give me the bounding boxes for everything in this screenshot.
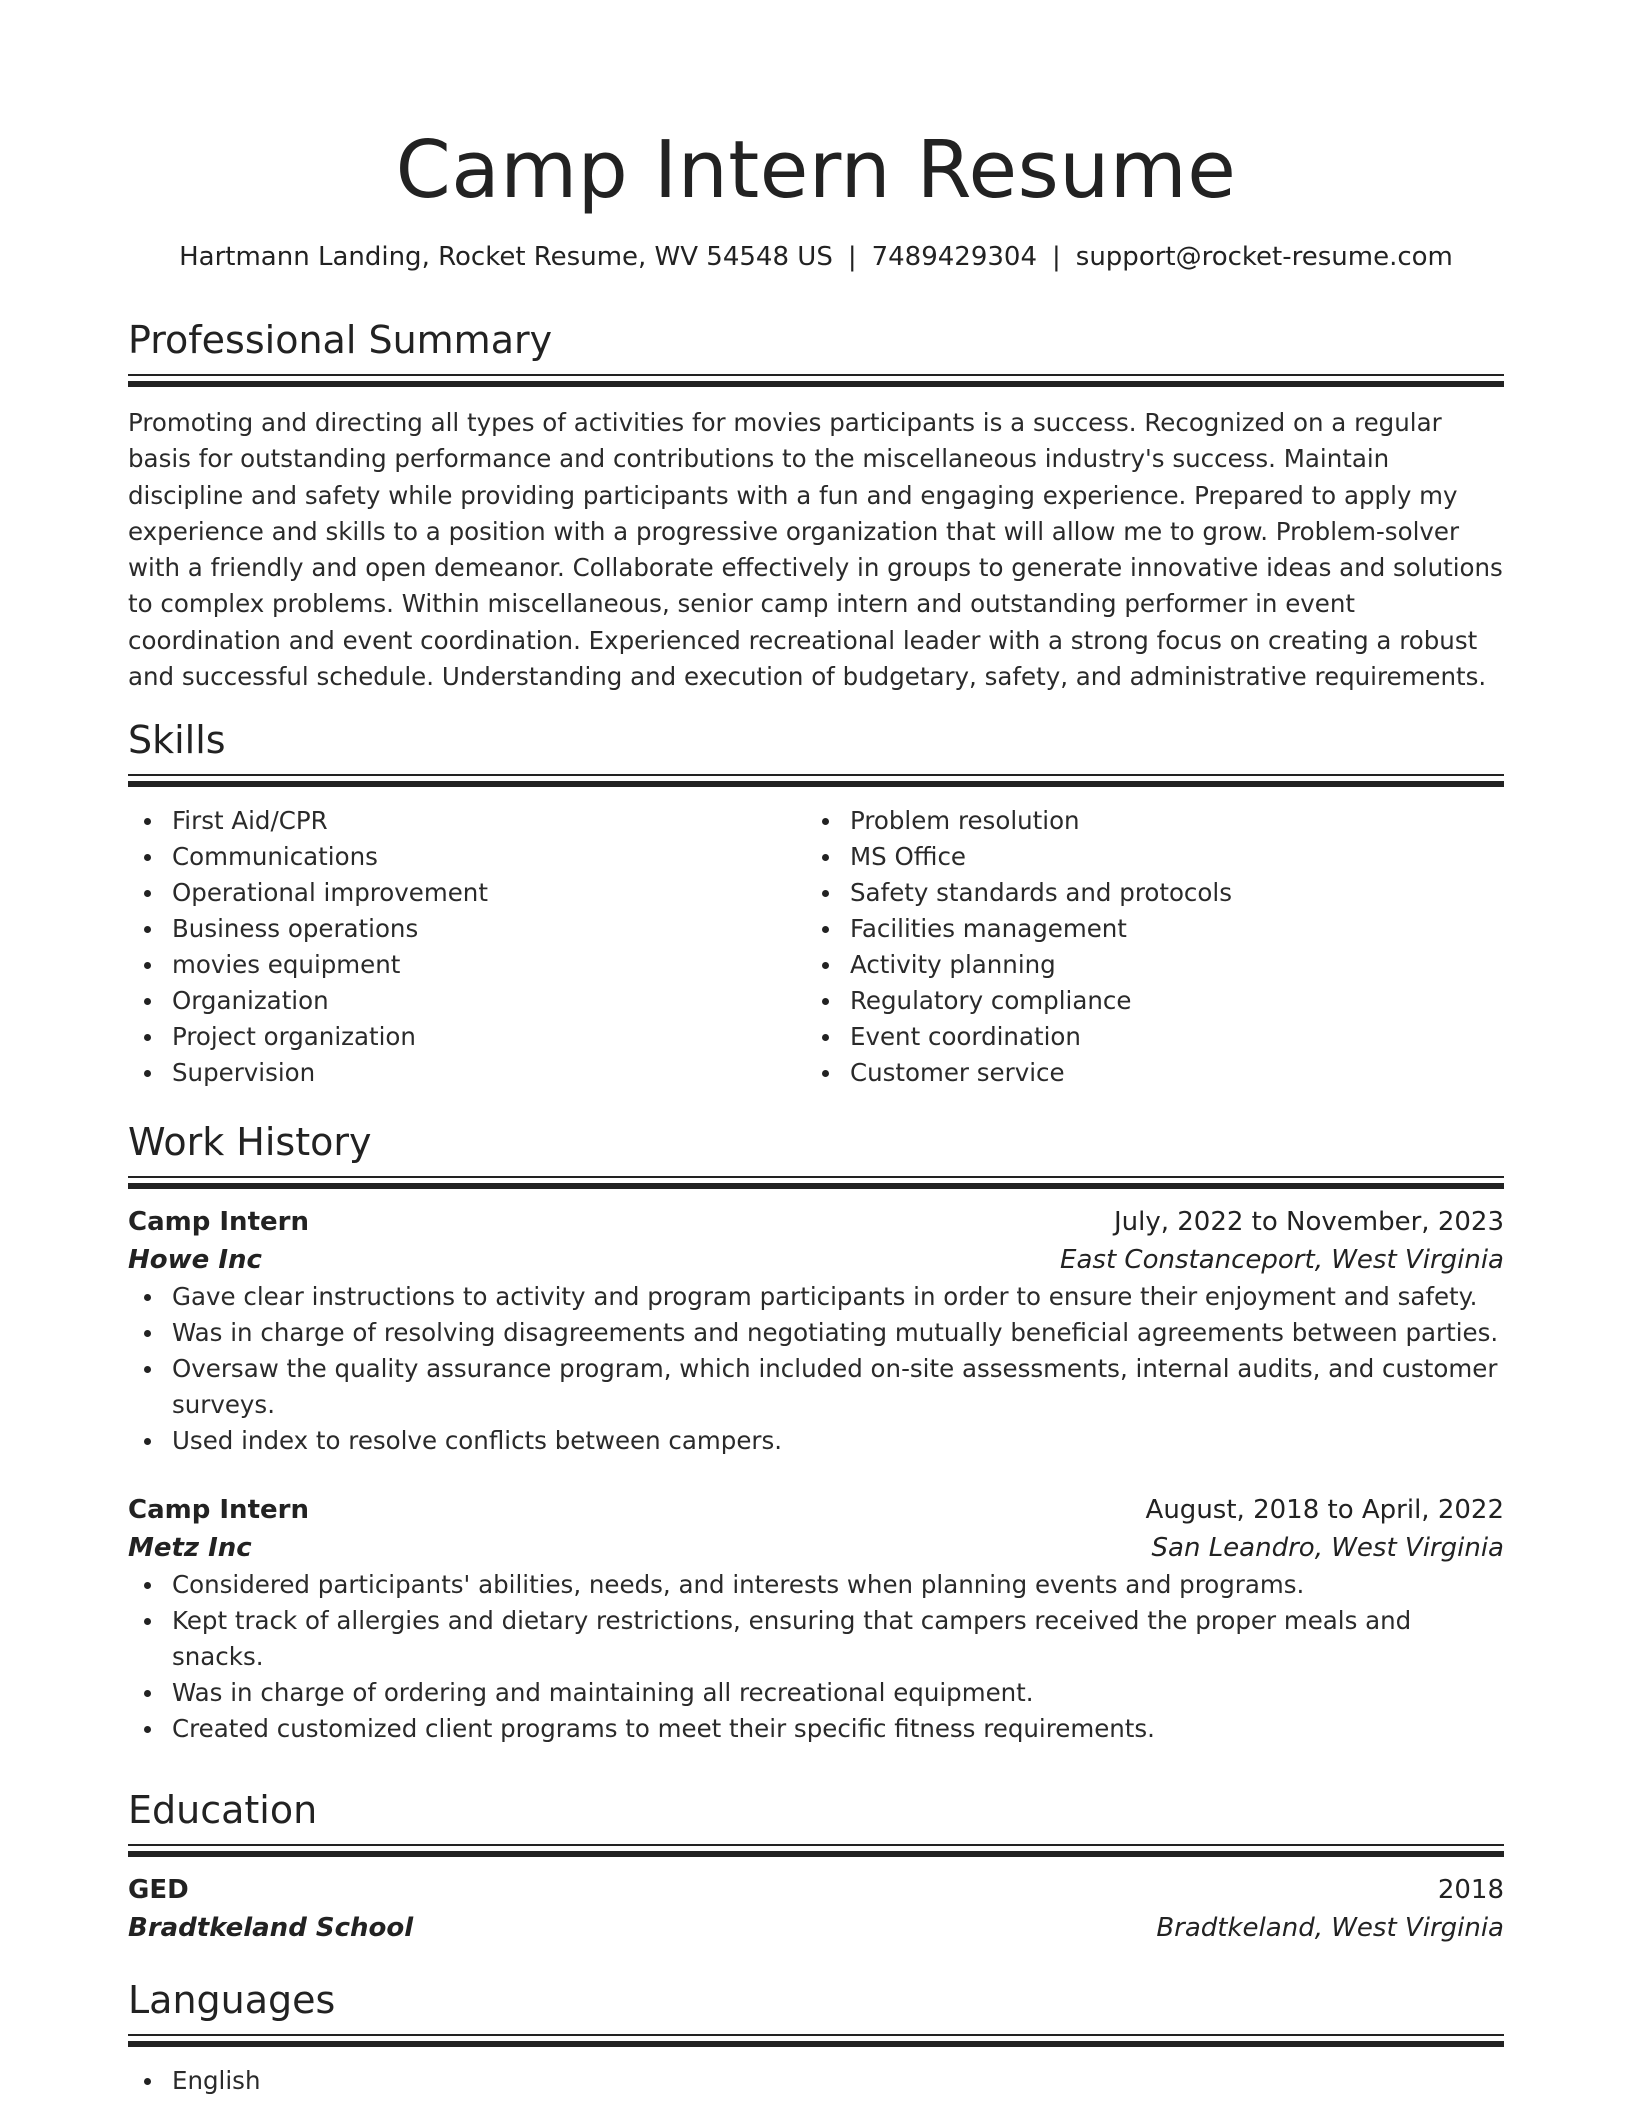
- education-entry: [128, 1871, 1504, 1947]
- language-item: English: [172, 2063, 1504, 2099]
- job-subheader: [128, 1241, 1504, 1279]
- section-title-skills: Skills: [128, 718, 226, 762]
- section-education: [128, 1786, 1504, 1947]
- email: support@rocket-resume.com: [1075, 242, 1453, 272]
- skill-item: Business operations: [172, 911, 806, 947]
- job-header: [128, 1491, 1504, 1529]
- section-divider: [128, 1844, 1504, 1857]
- job-duty: Was in charge of resolving disagreements and negotiating mutually beneficial agreements between parties.: [172, 1315, 1504, 1351]
- company-name: Metz Inc: [128, 1533, 252, 1563]
- school-name: Bradtkeland School: [128, 1913, 414, 1943]
- skills-list-left: [128, 803, 806, 1091]
- job-duties: [128, 1279, 1504, 1459]
- skill-item: First Aid/CPR: [172, 803, 806, 839]
- address: Hartmann Landing, Rocket Resume, WV 54548 US: [179, 242, 833, 272]
- graduation-year: 2018: [1437, 1875, 1504, 1905]
- job-duty: Considered participants' abilities, needs, and interests when planning events and programs.: [172, 1567, 1504, 1603]
- skill-item: Operational improvement: [172, 875, 806, 911]
- section-summary: [128, 316, 1504, 695]
- resume-title: Camp Intern Resume: [395, 124, 1237, 216]
- phone: 7489429304: [871, 242, 1038, 272]
- contact-separator: |: [847, 242, 857, 272]
- job-duties: [128, 1567, 1504, 1747]
- skill-item: Event coordination: [850, 1019, 1484, 1055]
- education-subheader: [128, 1909, 1504, 1947]
- section-title-education: Education: [128, 1788, 318, 1832]
- job-title: Camp Intern: [128, 1495, 309, 1525]
- skills-column-right: [806, 803, 1484, 1091]
- section-title-work-history: Work History: [128, 1120, 372, 1164]
- job-dates: August, 2018 to April, 2022: [1145, 1495, 1504, 1525]
- section-title-summary: Professional Summary: [128, 318, 553, 362]
- skill-item: MS Office: [850, 839, 1484, 875]
- section-divider: [128, 774, 1504, 787]
- job-duty: Used index to resolve conflicts between campers.: [172, 1423, 1504, 1459]
- job-entry: [128, 1491, 1504, 1747]
- degree: GED: [128, 1875, 189, 1905]
- job-title: Camp Intern: [128, 1207, 309, 1237]
- skill-item: Regulatory compliance: [850, 983, 1484, 1019]
- summary-text: Promoting and directing all types of activities for movies participants is a success. Recognized on a regular basis for outstanding performance and contributions to the miscellaneous industry's success. Maintain discipline and safety while providing participants with a fun and engaging experience. Prepared to apply my experience and skills to a position with a progressive organization that will allow me to grow. Problem-solver with a friendly and open demeanor. Collaborate effectively in groups to generate innovative ideas and solutions to complex problems. Within miscellaneous, senior camp intern and outstanding performer in event coordination and event coordination. Experienced recreational leader with a strong focus on creating a robust and successful schedule. Understanding and execution of budgetary, safety, and administrative requirements.: [128, 408, 1503, 692]
- job-location: East Constanceport, West Virginia: [1060, 1245, 1504, 1275]
- skill-item: Problem resolution: [850, 803, 1484, 839]
- job-duty: Gave clear instructions to activity and program participants in order to ensure their enjoyment and safety.: [172, 1279, 1504, 1315]
- job-duty: Was in charge of ordering and maintaining all recreational equipment.: [172, 1675, 1504, 1711]
- languages-list: [128, 2063, 1504, 2099]
- contact-separator: |: [1052, 242, 1061, 272]
- skill-item: Project organization: [172, 1019, 806, 1055]
- section-divider: [128, 374, 1504, 387]
- job-duty: Oversaw the quality assurance program, which included on-site assessments, internal audits, and customer surveys.: [172, 1351, 1504, 1423]
- skills-grid: [128, 803, 1504, 1091]
- section-languages: [128, 1976, 1504, 2099]
- job-duty: Kept track of allergies and dietary restrictions, ensuring that campers received the proper meals and snacks.: [172, 1603, 1504, 1675]
- section-title-languages: Languages: [128, 1978, 336, 2022]
- section-divider: [128, 2034, 1504, 2047]
- skills-list-right: [806, 803, 1484, 1091]
- company-name: Howe Inc: [128, 1245, 262, 1275]
- section-divider: [128, 1176, 1504, 1189]
- job-header: [128, 1203, 1504, 1241]
- skill-item: Organization: [172, 983, 806, 1019]
- job-dates: July, 2022 to November, 2023: [1113, 1207, 1504, 1237]
- skill-item: Activity planning: [850, 947, 1484, 983]
- education-header: [128, 1871, 1504, 1909]
- contact-line: [128, 238, 1504, 276]
- skill-item: Safety standards and protocols: [850, 875, 1484, 911]
- skill-item: Customer service: [850, 1055, 1484, 1091]
- job-location: San Leandro, West Virginia: [1151, 1533, 1504, 1563]
- job-entry: [128, 1203, 1504, 1459]
- skill-item: Supervision: [172, 1055, 806, 1091]
- school-location: Bradtkeland, West Virginia: [1156, 1913, 1504, 1943]
- skill-item: Facilities management: [850, 911, 1484, 947]
- skill-item: movies equipment: [172, 947, 806, 983]
- skill-item: Communications: [172, 839, 806, 875]
- job-subheader: [128, 1529, 1504, 1567]
- skills-column-left: [128, 803, 806, 1091]
- section-work-history: [128, 1118, 1504, 1747]
- job-duty: Created customized client programs to meet their specific fitness requirements.: [172, 1711, 1504, 1747]
- section-skills: [128, 716, 1504, 1091]
